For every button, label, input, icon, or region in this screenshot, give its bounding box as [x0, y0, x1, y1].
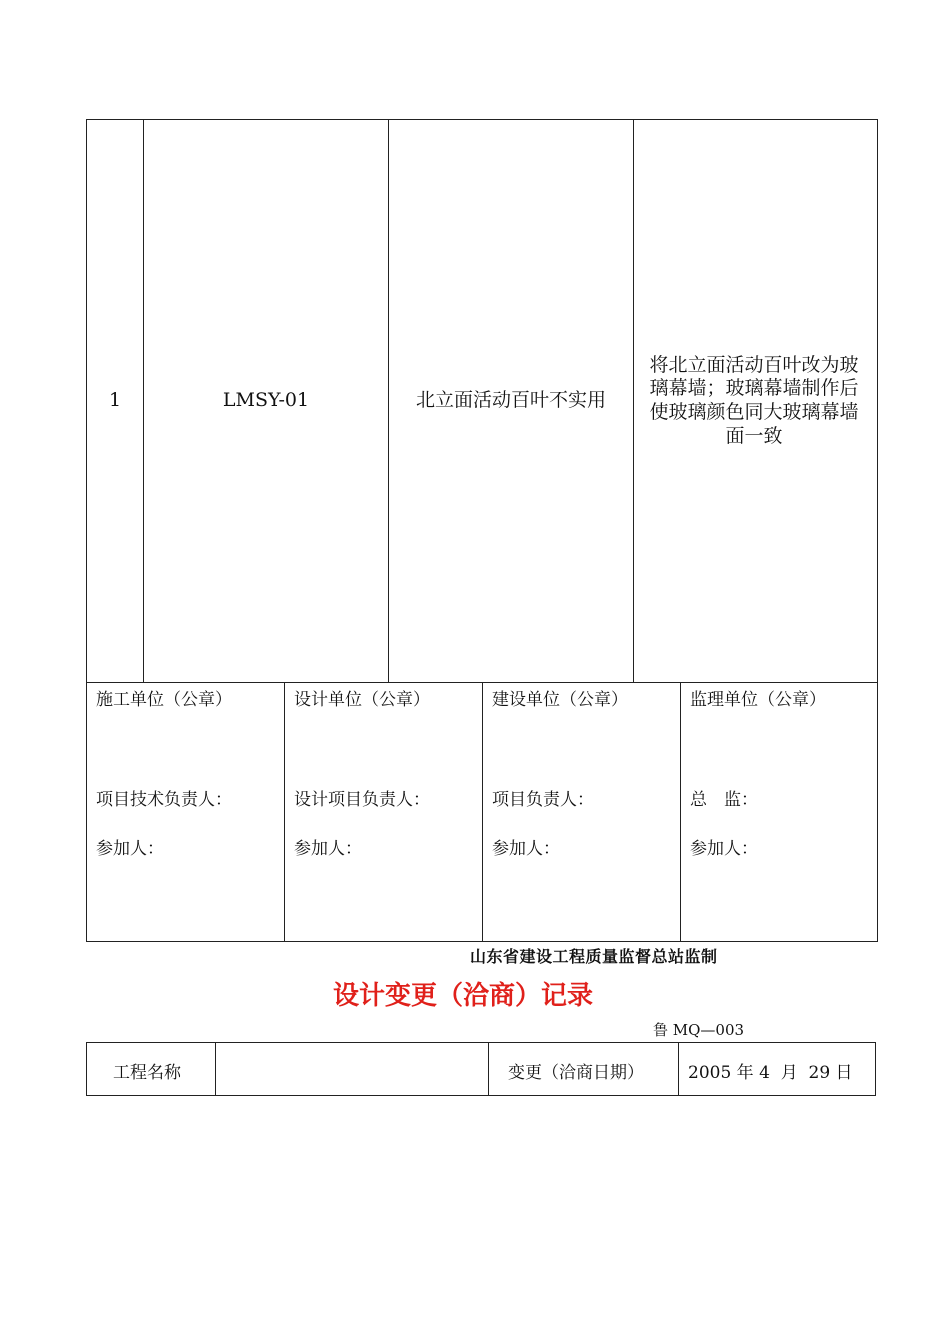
project-name-label: 工程名称 — [113, 1063, 181, 1083]
signature-divider — [482, 682, 483, 942]
design-participants-label: 参加人： — [294, 839, 362, 859]
change-resolution: 将北立面活动百叶改为玻璃幕墙；玻璃幕墙制作后使玻璃颜色同大玻璃幕墙面一致 — [649, 353, 859, 447]
column-divider — [215, 1043, 216, 1095]
change-date-value: 2005 年 4 月 29 日 — [688, 1063, 853, 1083]
table-right-edge — [875, 1043, 876, 1095]
construction-unit-label: 施工单位（公章） — [96, 690, 232, 710]
supervision-participants-label: 参加人： — [690, 839, 758, 859]
owner-participants-label: 参加人： — [492, 839, 560, 859]
change-record-table — [86, 119, 878, 942]
design-unit-label: 设计单位（公章） — [294, 690, 430, 710]
change-issue: 北立面活动百叶不实用 — [415, 389, 606, 412]
signature-divider — [680, 682, 681, 942]
row-index: 1 — [108, 389, 122, 412]
column-divider — [678, 1043, 679, 1095]
change-date-label: 变更（洽商日期） — [508, 1063, 644, 1083]
column-divider — [488, 1043, 489, 1095]
construction-responsible-label: 项目技术负责人： — [96, 790, 232, 810]
form-title: 设计变更（洽商）记录 — [333, 981, 594, 1011]
form-code: 鲁 MQ—003 — [653, 1021, 745, 1039]
owner-responsible-label: 项目负责人： — [492, 790, 594, 810]
design-responsible-label: 设计项目负责人： — [294, 790, 430, 810]
column-divider — [633, 120, 634, 682]
supervision-responsible-label: 总 监： — [690, 790, 758, 810]
signature-divider — [284, 682, 285, 942]
construction-participants-label: 参加人： — [96, 839, 164, 859]
drawing-number: LMSY-01 — [222, 389, 310, 412]
supervision-unit-label: 监理单位（公章） — [690, 690, 826, 710]
owner-unit-label: 建设单位（公章） — [492, 690, 628, 710]
issuing-organization: 山东省建设工程质量监督总站监制 — [470, 947, 718, 966]
